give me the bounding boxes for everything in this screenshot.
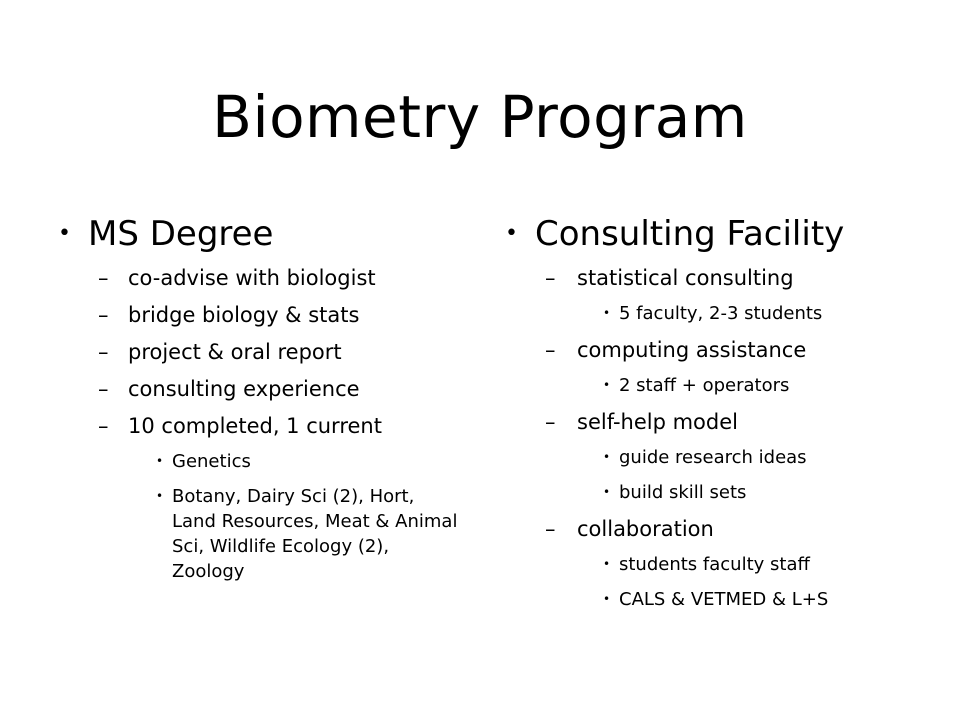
sub-list-item [505,552,925,577]
list-item [505,336,925,364]
sub-list-item-text: 2 staff + operators [619,375,790,396]
sub-list-item [505,587,925,612]
bullet-icon: • [603,485,611,499]
bullet-icon: • [603,557,611,571]
sub-list-item [505,480,925,505]
list-item-text: self-help model [577,410,738,434]
bullet-icon: • [603,306,611,320]
list-item-text: bridge biology & stats [128,303,360,327]
bullet-icon: • [505,221,518,246]
list-item [58,338,458,366]
bullet-icon: • [58,221,71,246]
bullet-icon: • [603,378,611,392]
ms-degree-heading: MS Degree [88,214,274,254]
sub-list-item-text: CALS & VETMED & L+S [619,589,829,610]
list-item-text: computing assistance [577,338,807,362]
ms-degree-heading-item [58,210,458,258]
list-item [58,301,458,329]
bullet-icon: • [156,489,164,503]
dash-icon: – [98,414,109,438]
dash-icon: – [98,303,109,327]
consulting-facility-heading-item [505,210,925,258]
bullet-icon: • [603,592,611,606]
list-item-text: co-advise with biologist [128,266,376,290]
list-item [58,375,458,403]
dash-icon: – [545,517,556,541]
bullet-icon: • [156,454,164,468]
list-item [505,264,925,292]
bullet-icon: • [603,450,611,464]
list-item-text: 10 completed, 1 current [128,414,382,438]
sub-list-item [505,301,925,326]
list-item [58,264,458,292]
sub-list-item-text: guide research ideas [619,447,807,468]
sub-list-item-text: Botany, Dairy Sci (2), Hort, Land Resources, Meat & Animal Sci, Wildlife Ecology (2), Zoology [172,486,458,582]
dash-icon: – [545,266,556,290]
sub-list-item-text: build skill sets [619,482,747,503]
consulting-facility-heading: Consulting Facility [535,214,845,254]
dash-icon: – [545,410,556,434]
sub-list-item [505,445,925,470]
dash-icon: – [98,340,109,364]
list-item-text: consulting experience [128,377,360,401]
dash-icon: – [545,338,556,362]
sub-list-item-text: students faculty staff [619,554,810,575]
list-item [58,412,458,440]
sub-list-item-text: 5 faculty, 2-3 students [619,303,823,324]
list-item [505,408,925,436]
dash-icon: – [98,266,109,290]
ms-degree-column [58,210,458,594]
consulting-facility-column [505,210,925,622]
dash-icon: – [98,377,109,401]
list-item-text: project & oral report [128,340,342,364]
sub-list-item-text: Genetics [172,451,251,472]
sub-list-item [58,449,458,474]
list-item-text: collaboration [577,517,714,541]
list-item-text: statistical consulting [577,266,794,290]
sub-list-item [505,373,925,398]
slide-title: Biometry Program [212,83,748,151]
sub-list-item [58,484,458,584]
list-item [505,515,925,543]
